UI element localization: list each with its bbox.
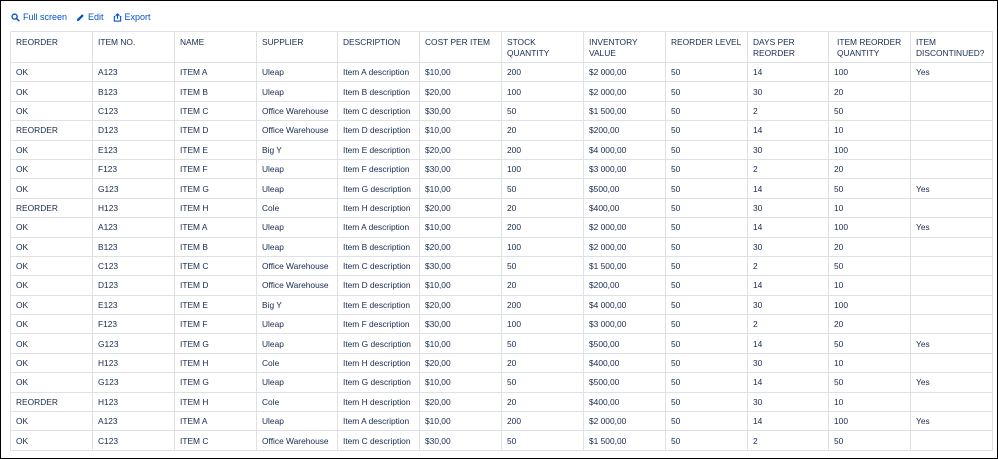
cell-reorder-status: OK xyxy=(11,82,93,101)
cell-inventory-value: $400,00 xyxy=(584,198,666,217)
cell-stock-quantity: 100 xyxy=(502,82,584,101)
cell-cost-per-item: $10,00 xyxy=(420,334,502,353)
cell-cost-per-item: $10,00 xyxy=(420,218,502,237)
cell-item-discontinued xyxy=(911,198,993,217)
cell-item-discontinued xyxy=(911,295,993,314)
cell-cost-per-item: $20,00 xyxy=(420,140,502,159)
cell-inventory-value: $2 000,00 xyxy=(584,63,666,82)
cell-inventory-value: $1 500,00 xyxy=(584,101,666,120)
cell-item-discontinued: Yes xyxy=(911,334,993,353)
cell-stock-quantity: 200 xyxy=(502,140,584,159)
export-label: Export xyxy=(124,12,151,22)
cell-days-per-reorder: 14 xyxy=(748,412,829,431)
table-row xyxy=(11,140,993,159)
cell-reorder-status: OK xyxy=(11,179,93,198)
cell-days-per-reorder: 30 xyxy=(748,237,829,256)
cell-inventory-value: $2 000,00 xyxy=(584,218,666,237)
cell-cost-per-item: $30,00 xyxy=(420,431,502,450)
cell-item-no: A123 xyxy=(93,412,175,431)
table-row xyxy=(11,237,993,256)
cell-item-no: F123 xyxy=(93,315,175,334)
cell-item-reorder-quantity: 100 xyxy=(829,295,911,314)
cell-stock-quantity: 50 xyxy=(502,101,584,120)
cell-cost-per-item: $10,00 xyxy=(420,179,502,198)
cell-item-name: ITEM B xyxy=(175,237,257,256)
cell-reorder-status: OK xyxy=(11,101,93,120)
cell-item-name: ITEM C xyxy=(175,256,257,275)
cell-inventory-value: $2 000,00 xyxy=(584,237,666,256)
cell-item-discontinued xyxy=(911,101,993,120)
header-item-discontinued[interactable]: ITEM DISCONTINUED? xyxy=(911,32,993,63)
header-reorder[interactable]: REORDER xyxy=(11,32,93,63)
cell-stock-quantity: 50 xyxy=(502,334,584,353)
cell-days-per-reorder: 30 xyxy=(748,198,829,217)
table-row xyxy=(11,159,993,178)
cell-item-name: ITEM A xyxy=(175,218,257,237)
cell-item-reorder-quantity: 20 xyxy=(829,315,911,334)
cell-item-no: F123 xyxy=(93,159,175,178)
cell-stock-quantity: 200 xyxy=(502,295,584,314)
cell-reorder-status: OK xyxy=(11,315,93,334)
table-header-row xyxy=(11,32,993,63)
cell-cost-per-item: $10,00 xyxy=(420,121,502,140)
cell-description: Item A description xyxy=(338,218,420,237)
cell-supplier: Cole xyxy=(257,353,338,372)
cell-days-per-reorder: 2 xyxy=(748,159,829,178)
cell-days-per-reorder: 2 xyxy=(748,431,829,450)
cell-supplier: Office Warehouse xyxy=(257,276,338,295)
cell-reorder-level: 50 xyxy=(666,315,748,334)
cell-reorder-level: 50 xyxy=(666,353,748,372)
cell-cost-per-item: $20,00 xyxy=(420,353,502,372)
cell-item-discontinued xyxy=(911,159,993,178)
cell-reorder-level: 50 xyxy=(666,431,748,450)
cell-description: Item G description xyxy=(338,373,420,392)
cell-stock-quantity: 100 xyxy=(502,237,584,256)
cell-item-reorder-quantity: 100 xyxy=(829,63,911,82)
cell-item-no: D123 xyxy=(93,121,175,140)
cell-reorder-level: 50 xyxy=(666,179,748,198)
table-row xyxy=(11,392,993,411)
cell-item-discontinued xyxy=(911,237,993,256)
cell-stock-quantity: 20 xyxy=(502,121,584,140)
cell-item-reorder-quantity: 100 xyxy=(829,412,911,431)
cell-item-reorder-quantity: 50 xyxy=(829,179,911,198)
cell-supplier: Uleap xyxy=(257,159,338,178)
header-stock-quantity[interactable]: STOCK QUANTITY xyxy=(502,32,584,63)
cell-item-discontinued xyxy=(911,140,993,159)
cell-stock-quantity: 100 xyxy=(502,315,584,334)
cell-item-reorder-quantity: 20 xyxy=(829,237,911,256)
cell-inventory-value: $400,00 xyxy=(584,353,666,372)
cell-supplier: Uleap xyxy=(257,179,338,198)
table-row xyxy=(11,373,993,392)
cell-reorder-level: 50 xyxy=(666,63,748,82)
cell-reorder-status: OK xyxy=(11,159,93,178)
cell-description: Item C description xyxy=(338,431,420,450)
table-row xyxy=(11,256,993,275)
table-row xyxy=(11,276,993,295)
cell-inventory-value: $400,00 xyxy=(584,392,666,411)
table-row xyxy=(11,121,993,140)
cell-reorder-level: 50 xyxy=(666,256,748,275)
cell-supplier: Uleap xyxy=(257,334,338,353)
cell-item-discontinued: Yes xyxy=(911,412,993,431)
cell-item-reorder-quantity: 50 xyxy=(829,256,911,275)
cell-item-discontinued xyxy=(911,353,993,372)
cell-stock-quantity: 50 xyxy=(502,373,584,392)
search-icon xyxy=(11,13,20,22)
cell-inventory-value: $500,00 xyxy=(584,334,666,353)
cell-item-name: ITEM F xyxy=(175,315,257,334)
cell-item-name: ITEM H xyxy=(175,392,257,411)
cell-stock-quantity: 20 xyxy=(502,353,584,372)
cell-item-reorder-quantity: 10 xyxy=(829,353,911,372)
header-description[interactable]: DESCRIPTION xyxy=(338,32,420,63)
header-days-per-reorder[interactable]: DAYS PER REORDER xyxy=(748,32,829,63)
cell-item-name: ITEM E xyxy=(175,140,257,159)
cell-item-reorder-quantity: 10 xyxy=(829,276,911,295)
full-screen-button[interactable] xyxy=(11,12,67,22)
cell-supplier: Big Y xyxy=(257,295,338,314)
cell-item-no: E123 xyxy=(93,140,175,159)
cell-days-per-reorder: 14 xyxy=(748,276,829,295)
cell-reorder-level: 50 xyxy=(666,276,748,295)
table-row xyxy=(11,431,993,450)
cell-days-per-reorder: 30 xyxy=(748,353,829,372)
cell-reorder-status: OK xyxy=(11,140,93,159)
cell-stock-quantity: 200 xyxy=(502,63,584,82)
cell-item-discontinued: Yes xyxy=(911,373,993,392)
cell-cost-per-item: $20,00 xyxy=(420,198,502,217)
pencil-icon xyxy=(76,13,85,22)
cell-item-no: G123 xyxy=(93,334,175,353)
cell-days-per-reorder: 30 xyxy=(748,82,829,101)
cell-reorder-status: REORDER xyxy=(11,121,93,140)
cell-reorder-status: OK xyxy=(11,373,93,392)
cell-days-per-reorder: 2 xyxy=(748,256,829,275)
cell-item-no: C123 xyxy=(93,431,175,450)
cell-supplier: Office Warehouse xyxy=(257,121,338,140)
cell-inventory-value: $2 000,00 xyxy=(584,82,666,101)
cell-description: Item H description xyxy=(338,353,420,372)
cell-supplier: Cole xyxy=(257,392,338,411)
cell-reorder-status: OK xyxy=(11,412,93,431)
cell-reorder-level: 50 xyxy=(666,392,748,411)
cell-item-reorder-quantity: 10 xyxy=(829,121,911,140)
cell-item-no: C123 xyxy=(93,101,175,120)
cell-reorder-status: OK xyxy=(11,295,93,314)
cell-item-name: ITEM F xyxy=(175,159,257,178)
table-row xyxy=(11,101,993,120)
cell-item-discontinued xyxy=(911,256,993,275)
cell-item-reorder-quantity: 20 xyxy=(829,159,911,178)
cell-reorder-status: OK xyxy=(11,276,93,295)
cell-item-name: ITEM A xyxy=(175,412,257,431)
header-name[interactable]: NAME xyxy=(175,32,257,63)
cell-item-reorder-quantity: 10 xyxy=(829,198,911,217)
cell-reorder-status: OK xyxy=(11,218,93,237)
cell-reorder-level: 50 xyxy=(666,121,748,140)
cell-supplier: Uleap xyxy=(257,237,338,256)
cell-item-reorder-quantity: 20 xyxy=(829,82,911,101)
cell-item-reorder-quantity: 50 xyxy=(829,334,911,353)
cell-inventory-value: $500,00 xyxy=(584,179,666,198)
cell-item-name: ITEM G xyxy=(175,179,257,198)
cell-reorder-status: OK xyxy=(11,256,93,275)
cell-reorder-level: 50 xyxy=(666,101,748,120)
cell-stock-quantity: 200 xyxy=(502,412,584,431)
cell-description: Item G description xyxy=(338,334,420,353)
cell-days-per-reorder: 30 xyxy=(748,140,829,159)
cell-item-discontinued: Yes xyxy=(911,179,993,198)
cell-stock-quantity: 50 xyxy=(502,256,584,275)
cell-item-discontinued: Yes xyxy=(911,218,993,237)
export-button[interactable] xyxy=(113,12,151,22)
cell-item-name: ITEM D xyxy=(175,276,257,295)
cell-supplier: Cole xyxy=(257,198,338,217)
cell-inventory-value: $500,00 xyxy=(584,373,666,392)
cell-inventory-value: $4 000,00 xyxy=(584,140,666,159)
cell-reorder-level: 50 xyxy=(666,334,748,353)
cell-stock-quantity: 100 xyxy=(502,159,584,178)
cell-description: Item E description xyxy=(338,295,420,314)
cell-description: Item F description xyxy=(338,159,420,178)
cell-inventory-value: $200,00 xyxy=(584,276,666,295)
cell-reorder-status: OK xyxy=(11,334,93,353)
table-toolbar xyxy=(11,10,151,24)
cell-supplier: Uleap xyxy=(257,82,338,101)
cell-inventory-value: $2 000,00 xyxy=(584,412,666,431)
cell-supplier: Uleap xyxy=(257,218,338,237)
cell-supplier: Uleap xyxy=(257,373,338,392)
cell-item-name: ITEM G xyxy=(175,373,257,392)
cell-description: Item D description xyxy=(338,121,420,140)
cell-days-per-reorder: 30 xyxy=(748,392,829,411)
cell-cost-per-item: $10,00 xyxy=(420,373,502,392)
cell-item-reorder-quantity: 100 xyxy=(829,140,911,159)
cell-stock-quantity: 50 xyxy=(502,179,584,198)
cell-stock-quantity: 20 xyxy=(502,198,584,217)
header-reorder-level[interactable]: REORDER LEVEL xyxy=(666,32,748,63)
cell-description: Item H description xyxy=(338,392,420,411)
cell-stock-quantity: 20 xyxy=(502,392,584,411)
cell-description: Item G description xyxy=(338,179,420,198)
cell-item-name: ITEM A xyxy=(175,63,257,82)
cell-supplier: Office Warehouse xyxy=(257,431,338,450)
cell-supplier: Office Warehouse xyxy=(257,101,338,120)
cell-cost-per-item: $10,00 xyxy=(420,412,502,431)
header-item-reorder-quantity[interactable]: ITEM REORDER QUANTITY xyxy=(829,32,911,63)
cell-reorder-level: 50 xyxy=(666,237,748,256)
cell-item-no: C123 xyxy=(93,256,175,275)
cell-item-reorder-quantity: 50 xyxy=(829,431,911,450)
cell-item-no: G123 xyxy=(93,373,175,392)
cell-item-name: ITEM E xyxy=(175,295,257,314)
cell-supplier: Office Warehouse xyxy=(257,256,338,275)
cell-stock-quantity: 20 xyxy=(502,276,584,295)
cell-description: Item C description xyxy=(338,101,420,120)
cell-reorder-status: OK xyxy=(11,353,93,372)
full-screen-label: Full screen xyxy=(23,12,68,22)
cell-reorder-level: 50 xyxy=(666,140,748,159)
cell-reorder-status: OK xyxy=(11,63,93,82)
cell-reorder-level: 50 xyxy=(666,412,748,431)
cell-item-name: ITEM D xyxy=(175,121,257,140)
cell-cost-per-item: $20,00 xyxy=(420,82,502,101)
export-icon xyxy=(113,13,122,22)
cell-description: Item F description xyxy=(338,315,420,334)
header-supplier[interactable]: SUPPLIER xyxy=(257,32,338,63)
table-row xyxy=(11,82,993,101)
cell-supplier: Big Y xyxy=(257,140,338,159)
cell-days-per-reorder: 30 xyxy=(748,295,829,314)
cell-reorder-status: REORDER xyxy=(11,392,93,411)
cell-item-name: ITEM C xyxy=(175,101,257,120)
cell-item-discontinued xyxy=(911,315,993,334)
cell-item-discontinued: Yes xyxy=(911,63,993,82)
header-inventory-value[interactable]: INVENTORY VALUE xyxy=(584,32,666,63)
cell-inventory-value: $3 000,00 xyxy=(584,315,666,334)
cell-item-name: ITEM H xyxy=(175,198,257,217)
cell-days-per-reorder: 14 xyxy=(748,121,829,140)
cell-item-no: A123 xyxy=(93,218,175,237)
cell-item-reorder-quantity: 50 xyxy=(829,373,911,392)
cell-item-reorder-quantity: 10 xyxy=(829,392,911,411)
cell-inventory-value: $200,00 xyxy=(584,121,666,140)
cell-days-per-reorder: 14 xyxy=(748,334,829,353)
table-row xyxy=(11,218,993,237)
edit-label: Edit xyxy=(88,12,104,22)
cell-item-name: ITEM H xyxy=(175,353,257,372)
cell-days-per-reorder: 14 xyxy=(748,218,829,237)
cell-cost-per-item: $30,00 xyxy=(420,159,502,178)
cell-description: Item E description xyxy=(338,140,420,159)
cell-description: Item H description xyxy=(338,198,420,217)
cell-item-reorder-quantity: 50 xyxy=(829,101,911,120)
cell-item-name: ITEM G xyxy=(175,334,257,353)
table-row xyxy=(11,315,993,334)
cell-cost-per-item: $10,00 xyxy=(420,63,502,82)
cell-item-no: E123 xyxy=(93,295,175,314)
table-row xyxy=(11,198,993,217)
inventory-table xyxy=(10,31,993,451)
cell-cost-per-item: $20,00 xyxy=(420,237,502,256)
cell-days-per-reorder: 2 xyxy=(748,315,829,334)
cell-reorder-status: REORDER xyxy=(11,198,93,217)
cell-supplier: Uleap xyxy=(257,315,338,334)
cell-cost-per-item: $30,00 xyxy=(420,315,502,334)
cell-inventory-value: $1 500,00 xyxy=(584,256,666,275)
cell-reorder-level: 50 xyxy=(666,218,748,237)
cell-reorder-level: 50 xyxy=(666,159,748,178)
cell-item-discontinued xyxy=(911,82,993,101)
cell-item-reorder-quantity: 100 xyxy=(829,218,911,237)
cell-item-no: A123 xyxy=(93,63,175,82)
cell-reorder-level: 50 xyxy=(666,295,748,314)
cell-reorder-level: 50 xyxy=(666,82,748,101)
cell-cost-per-item: $20,00 xyxy=(420,295,502,314)
cell-supplier: Uleap xyxy=(257,412,338,431)
cell-item-discontinued xyxy=(911,392,993,411)
cell-inventory-value: $4 000,00 xyxy=(584,295,666,314)
cell-days-per-reorder: 14 xyxy=(748,63,829,82)
cell-item-no: D123 xyxy=(93,276,175,295)
header-item-no[interactable]: ITEM NO. xyxy=(93,32,175,63)
table-row xyxy=(11,295,993,314)
table-row xyxy=(11,63,993,82)
cell-item-no: G123 xyxy=(93,179,175,198)
cell-cost-per-item: $30,00 xyxy=(420,101,502,120)
table-row xyxy=(11,412,993,431)
table-row xyxy=(11,179,993,198)
cell-item-no: B123 xyxy=(93,237,175,256)
cell-item-no: H123 xyxy=(93,198,175,217)
cell-item-discontinued xyxy=(911,276,993,295)
cell-description: Item B description xyxy=(338,82,420,101)
cell-item-no: H123 xyxy=(93,353,175,372)
cell-item-discontinued xyxy=(911,121,993,140)
cell-inventory-value: $1 500,00 xyxy=(584,431,666,450)
table-row xyxy=(11,353,993,372)
cell-stock-quantity: 200 xyxy=(502,218,584,237)
cell-cost-per-item: $30,00 xyxy=(420,256,502,275)
cell-description: Item A description xyxy=(338,63,420,82)
cell-stock-quantity: 50 xyxy=(502,431,584,450)
cell-inventory-value: $3 000,00 xyxy=(584,159,666,178)
cell-cost-per-item: $10,00 xyxy=(420,276,502,295)
cell-item-no: B123 xyxy=(93,82,175,101)
cell-item-no: H123 xyxy=(93,392,175,411)
cell-cost-per-item: $20,00 xyxy=(420,392,502,411)
cell-reorder-level: 50 xyxy=(666,373,748,392)
cell-item-discontinued xyxy=(911,431,993,450)
cell-supplier: Uleap xyxy=(257,63,338,82)
cell-description: Item A description xyxy=(338,412,420,431)
cell-description: Item C description xyxy=(338,256,420,275)
cell-reorder-status: OK xyxy=(11,237,93,256)
cell-days-per-reorder: 14 xyxy=(748,179,829,198)
cell-item-name: ITEM B xyxy=(175,82,257,101)
cell-item-name: ITEM C xyxy=(175,431,257,450)
cell-reorder-status: OK xyxy=(11,431,93,450)
header-cost-per-item[interactable]: COST PER ITEM xyxy=(420,32,502,63)
cell-days-per-reorder: 14 xyxy=(748,373,829,392)
edit-button[interactable] xyxy=(76,12,104,22)
cell-description: Item D description xyxy=(338,276,420,295)
cell-reorder-level: 50 xyxy=(666,198,748,217)
cell-days-per-reorder: 2 xyxy=(748,101,829,120)
cell-description: Item B description xyxy=(338,237,420,256)
table-row xyxy=(11,334,993,353)
